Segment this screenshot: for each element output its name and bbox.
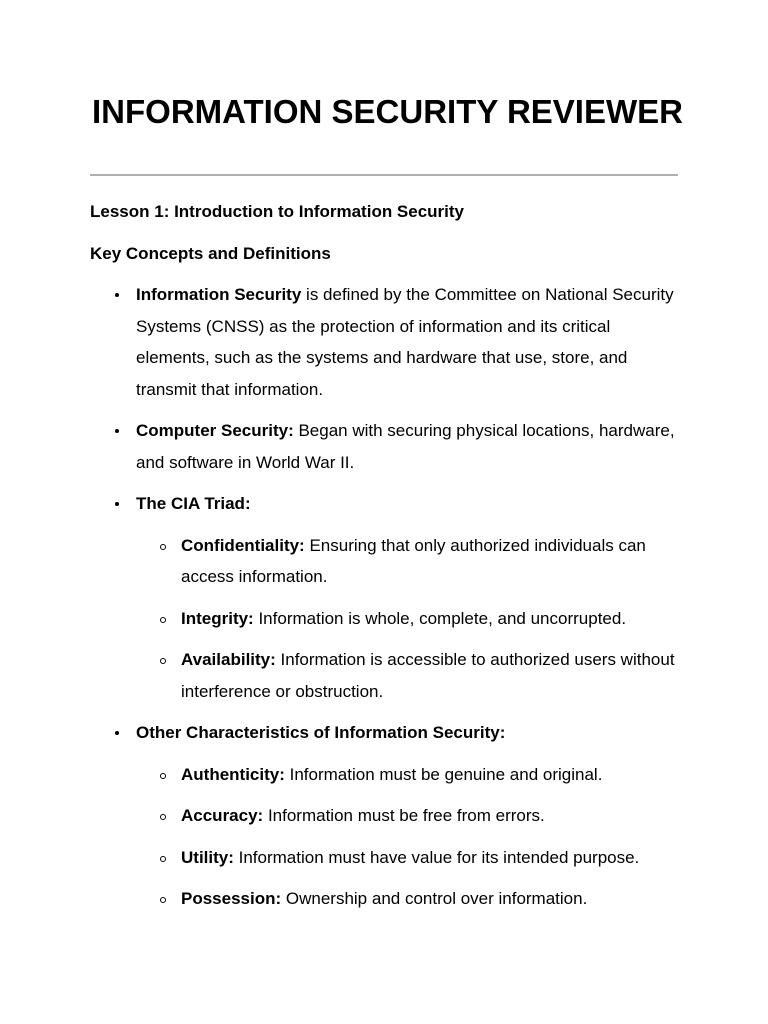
characteristics-list — [136, 759, 680, 915]
concept-item-computer-security — [90, 415, 680, 478]
subitem-utility — [136, 842, 680, 874]
subitem-term: Authenticity: — [181, 764, 285, 784]
subitem-term: Integrity: — [181, 608, 254, 628]
concept-term: Other Characteristics of Information Security: — [136, 723, 506, 742]
subitem-text: Information is whole, complete, and uncorrupted. — [253, 608, 627, 628]
concept-term: Information Security — [136, 285, 302, 304]
subitem-term: Availability: — [181, 650, 276, 669]
subitem-possession — [136, 883, 680, 915]
subitem-text: Information must be free from errors. — [263, 806, 545, 825]
subitem-confidentiality — [136, 530, 680, 593]
subitem-term: Confidentiality: — [181, 535, 305, 555]
concept-term: The CIA Triad: — [136, 494, 251, 513]
subitem-term: Accuracy: — [181, 806, 264, 825]
subitem-term: Possession: — [181, 889, 282, 908]
subitem-text: Ensuring that only authorized individuals can access information. — [181, 535, 646, 586]
concept-list — [90, 279, 680, 915]
subitem-authenticity — [136, 759, 680, 791]
subitem-text: Information must be genuine and original. — [284, 764, 603, 784]
title-divider — [90, 174, 678, 176]
document-title: INFORMATION SECURITY REVIEWER — [92, 93, 683, 130]
cia-triad-list — [136, 530, 680, 708]
lesson-heading: Lesson 1: Introduction to Information Security — [90, 202, 465, 221]
concept-item-information-security — [90, 279, 680, 405]
subitem-text: Ownership and control over information. — [281, 889, 588, 908]
subitem-text: Information must have value for its intended purpose. — [233, 847, 640, 867]
document-body — [90, 196, 680, 925]
concept-text: Began with securing physical locations, hardware, and software in World War II. — [136, 421, 675, 472]
subitem-term: Utility: — [181, 847, 234, 867]
subitem-text: Information is accessible to authorized users without interference or obstruction. — [181, 650, 675, 701]
subitem-availability — [136, 644, 680, 707]
subitem-accuracy — [136, 800, 680, 832]
concept-term: Computer Security: — [136, 421, 294, 440]
concept-item-cia-triad — [90, 488, 680, 707]
subitem-integrity — [136, 603, 680, 635]
concept-text: is defined by the Committee on National Security Systems (CNSS) as the protection of information and its critical elements, such as the systems and hardware that use, store, and transmit that information. — [136, 285, 674, 399]
section-heading: Key Concepts and Definitions — [90, 243, 331, 263]
concept-item-other-characteristics — [90, 717, 680, 915]
